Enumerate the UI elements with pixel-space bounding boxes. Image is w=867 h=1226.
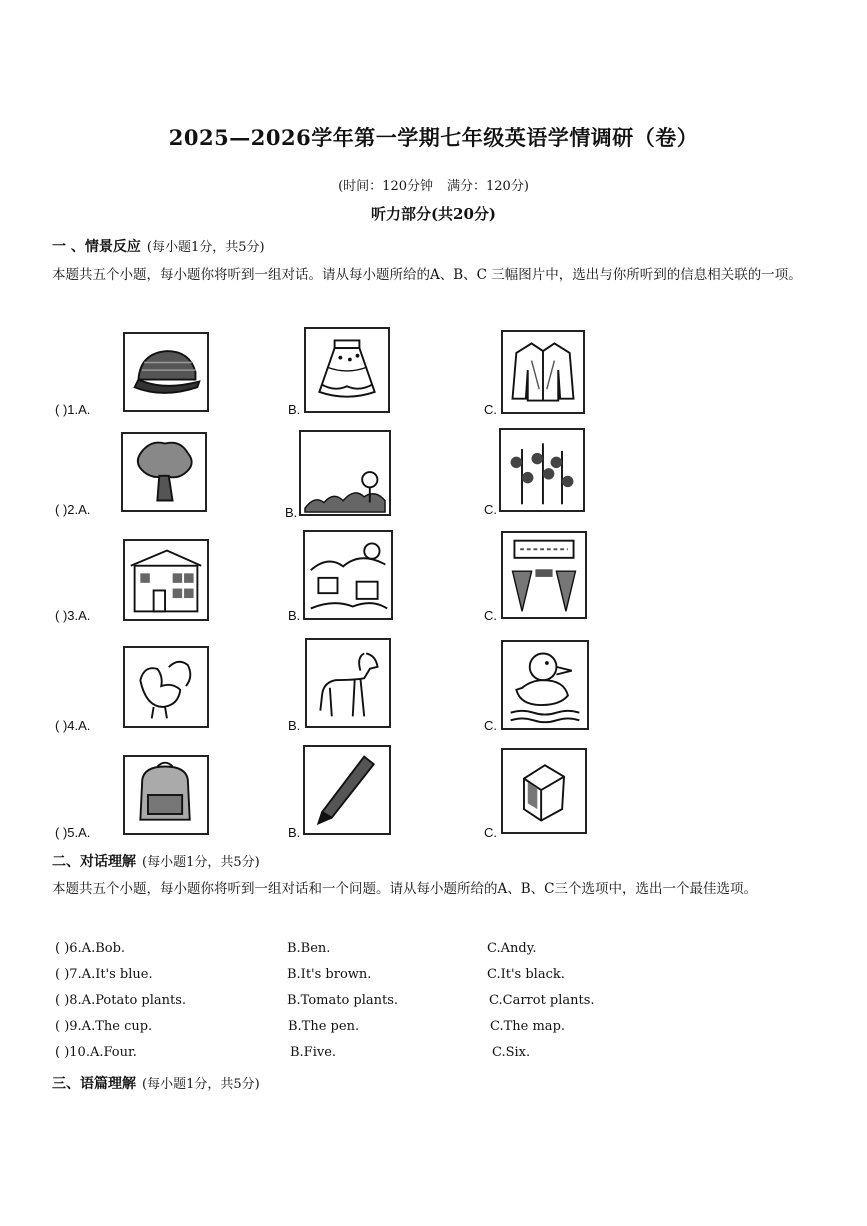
- flowers-icon: [301, 432, 389, 514]
- q1-option-c-image[interactable]: [501, 330, 585, 414]
- q8-option-a[interactable]: ( )8.A.Potato plants.: [55, 993, 187, 1008]
- q2-option-b-label: B.: [285, 505, 298, 520]
- section3-note: (每小题1分，共5分): [142, 1077, 260, 1092]
- q8-option-c[interactable]: C.Carrot plants.: [489, 993, 595, 1008]
- q2-option-a-image[interactable]: [121, 432, 207, 512]
- q9-option-a[interactable]: ( )9.A.The cup.: [55, 1019, 153, 1034]
- horse-icon: [307, 640, 389, 726]
- score-label: 满分：120分): [447, 179, 529, 194]
- section1-instruction: 本题共五个小题，每小题你将听到一组对话。请从每小题所给的A、B、C 三幅图片中，选出与你所听到的信息相关联的一项。: [52, 267, 802, 283]
- section3-title: 三、语篇理解: [52, 1076, 136, 1092]
- q3-option-b-image[interactable]: [303, 530, 393, 620]
- classroom-icon: [503, 533, 585, 617]
- question-2-number: ( )2.A.: [55, 502, 91, 517]
- q4-option-c-image[interactable]: [501, 640, 589, 730]
- q4-option-a-image[interactable]: [123, 646, 209, 728]
- q6-option-c[interactable]: C.Andy.: [487, 941, 537, 956]
- village-icon: [305, 532, 391, 618]
- section2-title: 二、对话理解: [52, 854, 136, 870]
- eraser-icon: [503, 750, 585, 832]
- q3-option-a-image[interactable]: [123, 539, 209, 621]
- cap-icon: [125, 334, 207, 410]
- q1-option-a-image[interactable]: [123, 332, 209, 412]
- q1-option-b-label: B.: [288, 402, 301, 417]
- schoolbag-icon: [125, 757, 207, 833]
- question-4-number: ( )4.A.: [55, 718, 91, 733]
- q2-option-c-label: C.: [484, 502, 497, 517]
- chickens-icon: [125, 648, 207, 726]
- section2-note: (每小题1分，共5分): [142, 855, 260, 870]
- q7-option-c[interactable]: C.It's black.: [487, 967, 565, 982]
- q4-option-b-image[interactable]: [305, 638, 391, 728]
- q8-option-b[interactable]: B.Tomato plants.: [287, 993, 399, 1008]
- q3-option-c-image[interactable]: [501, 531, 587, 619]
- skirt-icon: [306, 329, 388, 411]
- q7-option-a[interactable]: ( )7.A.It's blue.: [55, 967, 153, 982]
- jacket-icon: [503, 332, 583, 412]
- building-icon: [125, 541, 207, 619]
- q5-option-b-image[interactable]: [303, 745, 391, 835]
- q4-option-b-label: B.: [288, 718, 301, 733]
- exam-info: [0, 175, 867, 194]
- tree-icon: [123, 434, 205, 510]
- question-5-number: ( )5.A.: [55, 825, 91, 840]
- time-label: (时间：120分钟: [338, 179, 433, 194]
- pen-icon: [305, 747, 389, 833]
- q9-option-b[interactable]: B.The pen.: [288, 1019, 360, 1034]
- q9-option-c[interactable]: C.The map.: [490, 1019, 566, 1034]
- q10-option-c[interactable]: C.Six.: [492, 1045, 531, 1060]
- question-1-number: ( )1.A.: [55, 402, 91, 417]
- q5-option-a-image[interactable]: [123, 755, 209, 835]
- q10-option-b[interactable]: B.Five.: [290, 1045, 337, 1060]
- page-title: 2025—2026学年第一学期七年级英语学情调研（卷）: [168, 125, 699, 150]
- q5-option-c-label: C.: [484, 825, 497, 840]
- q1-option-b-image[interactable]: [304, 327, 390, 413]
- q2-option-c-image[interactable]: [499, 428, 585, 512]
- section2-heading: [52, 851, 260, 871]
- q3-option-b-label: B.: [288, 608, 301, 623]
- q2-option-b-image[interactable]: [299, 430, 391, 516]
- q5-option-c-image[interactable]: [501, 748, 587, 834]
- section1-title: 一 、情景反应: [52, 239, 141, 255]
- q3-option-c-label: C.: [484, 608, 497, 623]
- section1-note: (每小题1分，共5分): [146, 240, 265, 255]
- part-title: 听力部分(共20分): [370, 205, 497, 223]
- q7-option-b[interactable]: B.It's brown.: [287, 967, 372, 982]
- section2-instruction: 本题共五个小题，每小题你将听到一组对话和一个问题。请从每小题所给的A、B、C三个选项中，选出一个最佳选项。: [52, 881, 757, 897]
- q1-option-c-label: C.: [484, 402, 497, 417]
- q6-option-b[interactable]: B.Ben.: [287, 941, 331, 956]
- section1-heading: [52, 236, 265, 256]
- q4-option-c-label: C.: [484, 718, 497, 733]
- section3-heading: [52, 1073, 260, 1093]
- q6-option-a[interactable]: ( )6.A.Bob.: [55, 941, 126, 956]
- q5-option-b-label: B.: [288, 825, 301, 840]
- duck-icon: [503, 642, 587, 728]
- plants-icon: [501, 430, 583, 510]
- question-3-number: ( )3.A.: [55, 608, 91, 623]
- q10-option-a[interactable]: ( )10.A.Four.: [55, 1045, 137, 1060]
